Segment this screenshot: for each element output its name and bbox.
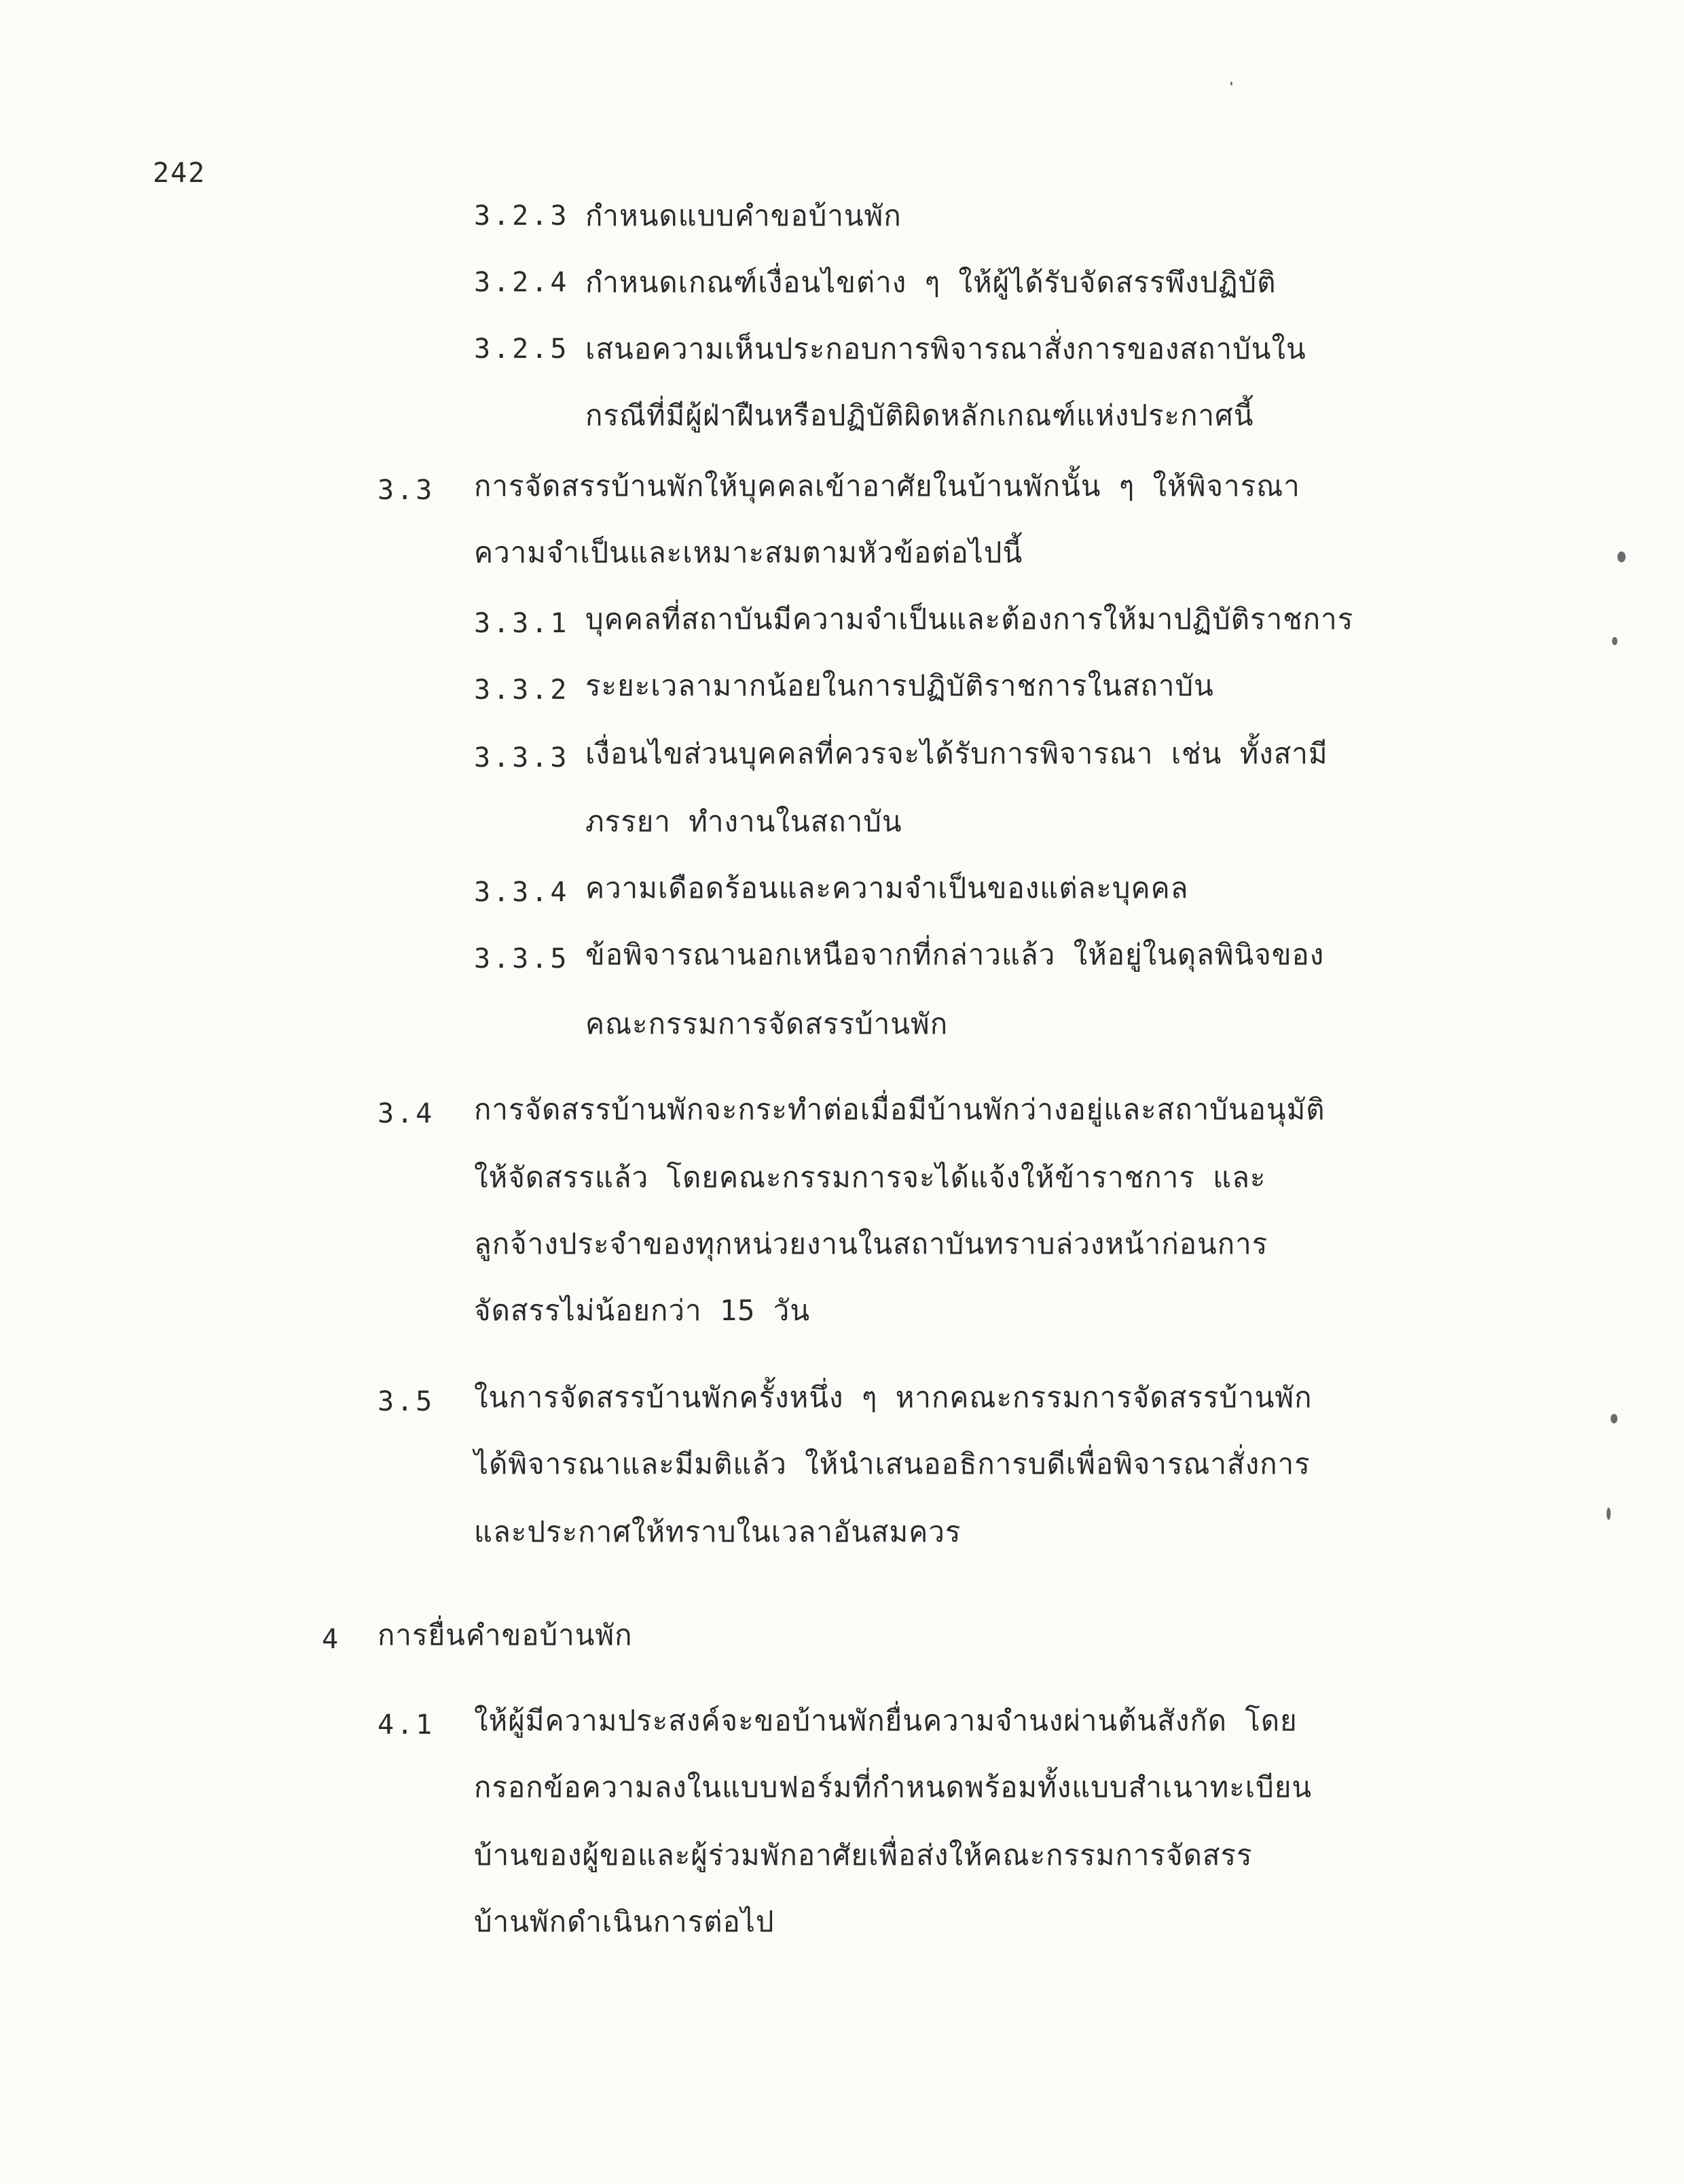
item-text-3-3-3-line-1: เงื่อนไขส่วนบุคคลที่ควรจะได้รับการพิจารณา เช่น ทั้งสามี (585, 737, 1328, 770)
item-text-3-4-line-2: ให้จัดสรรแล้ว โดยคณะกรรมการจะได้แจ้งให้ข้าราชการ และ (474, 1161, 1266, 1194)
item-number-3-4: 3.4 (378, 1098, 435, 1129)
item-text-3-2-3: กำหนดแบบคำขอบ้านพัก (585, 199, 902, 232)
item-number-3-3-3: 3.3.3 (474, 742, 570, 774)
item-text-3-3-1: บุคคลที่สถาบันมีความจำเป็นและต้องการให้มาปฏิบัติราชการ (585, 602, 1354, 636)
item-text-3-2-5-line-1: เสนอความเห็นประกอบการพิจารณาสั่งการของสถาบันใน (585, 332, 1306, 365)
item-text-3-5-line-1: ในการจัดสรรบ้านพักครั้งหนึ่ง ๆ หากคณะกรรมการจัดสรรบ้านพัก (474, 1381, 1313, 1414)
item-text-3-2-4: กำหนดเกณฑ์เงื่อนไขต่าง ๆ ให้ผู้ได้รับจัดสรรพึงปฏิบัติ (585, 266, 1277, 299)
item-number-3-2-3: 3.2.3 (474, 200, 570, 232)
item-number-3-3-5: 3.3.5 (474, 943, 570, 975)
item-number-4-1: 4.1 (378, 1709, 435, 1741)
item-text-3-5-line-2: ได้พิจารณาและมีมติแล้ว ให้นำเสนออธิการบดีเพื่อพิจารณาสั่งการ (474, 1447, 1311, 1480)
item-text-3-4-line-3: ลูกจ้างประจำของทุกหน่วยงานในสถาบันทราบล่วงหน้าก่อนการ (474, 1227, 1268, 1260)
item-number-3-2-4: 3.2.4 (474, 267, 570, 298)
item-text-3-3-5-line-2: คณะกรรมการจัดสรรบ้านพัก (585, 1007, 949, 1040)
scan-speck (1230, 81, 1232, 86)
item-text-4-1-line-2: กรอกข้อความลงในแบบฟอร์มที่กำหนดพร้อมทั้งแบบสำเนาทะเบียน (474, 1770, 1313, 1804)
item-number-3-2-5: 3.2.5 (474, 333, 570, 365)
item-text-4-1-line-3: บ้านของผู้ขอและผู้ร่วมพักอาศัยเพื่อส่งให้คณะกรรมการจัดสรร (474, 1838, 1253, 1872)
scan-speck (1612, 637, 1617, 645)
item-number-3-3-4: 3.3.4 (474, 877, 570, 908)
scan-speck (1611, 1414, 1617, 1423)
item-text-3-2-5-line-2: กรณีที่มีผู้ฝ่าฝืนหรือปฏิบัติผิดหลักเกณฑ์แห่งประกาศนี้ (585, 399, 1254, 432)
section-number-4: 4 (322, 1624, 342, 1655)
section-heading-4: การยื่นคำขอบ้านพัก (378, 1618, 633, 1652)
item-text-3-3-5-line-1: ข้อพิจารณานอกเหนือจากที่กล่าวแล้ว ให้อยู่ในดุลพินิจของ (585, 938, 1325, 971)
item-number-3-3-1: 3.3.1 (474, 608, 570, 639)
item-text-4-1-line-4: บ้านพักดำเนินการต่อไป (474, 1905, 775, 1938)
scan-speck (1617, 551, 1626, 562)
item-text-3-5-line-3: และประกาศให้ทราบในเวลาอันสมควร (474, 1515, 962, 1548)
item-number-3-3: 3.3 (378, 475, 435, 506)
item-text-3-4-line-4: จัดสรรไม่น้อยกว่า 15 วัน (474, 1294, 811, 1327)
item-text-3-3-line-1: การจัดสรรบ้านพักให้บุคคลเข้าอาศัยในบ้านพักนั้น ๆ ให้พิจารณา (474, 469, 1300, 503)
item-text-3-4-line-1: การจัดสรรบ้านพักจะกระทำต่อเมื่อมีบ้านพักว่างอยู่และสถาบันอนุมัติ (474, 1093, 1325, 1126)
item-text-3-3-3-line-2: ภรรยา ทำงานในสถาบัน (585, 805, 902, 838)
scan-speck (1607, 1508, 1611, 1520)
item-number-3-3-2: 3.3.2 (474, 674, 570, 706)
item-text-4-1-line-1: ให้ผู้มีความประสงค์จะขอบ้านพักยื่นความจำนงผ่านต้นสังกัด โดย (474, 1704, 1298, 1737)
page-number: 242 (153, 158, 206, 189)
item-text-3-3-line-2: ความจำเป็นและเหมาะสมตามหัวข้อต่อไปนี้ (474, 536, 1023, 569)
item-number-3-5: 3.5 (378, 1386, 435, 1417)
item-text-3-3-4: ความเดือดร้อนและความจำเป็นของแต่ละบุคคล (585, 871, 1189, 905)
item-text-3-3-2: ระยะเวลามากน้อยในการปฏิบัติราชการในสถาบัน (585, 669, 1214, 702)
